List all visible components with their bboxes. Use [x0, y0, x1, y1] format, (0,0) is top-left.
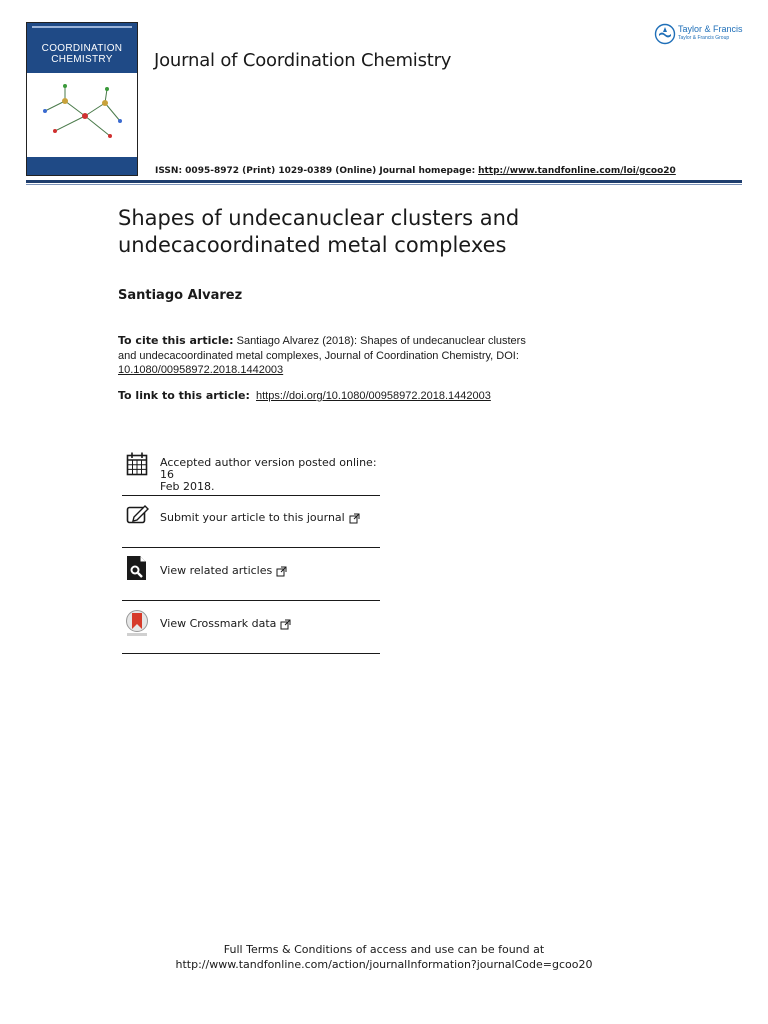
citation-text-line1: Santiago Alvarez (2018): Shapes of undecanuclear clusters	[236, 335, 526, 347]
citation-doi-link[interactable]: 10.1080/00958972.2018.1442003	[118, 364, 284, 376]
article-link-label: To link to this article:	[118, 389, 250, 402]
publisher-logo[interactable]	[654, 22, 754, 46]
journal-cover-image	[26, 22, 138, 176]
article-author[interactable]: Santiago Alvarez	[118, 288, 243, 303]
citation-text-line2: and undecacoordinated metal complexes, Journal of Coordination Chemistry, DOI:	[118, 349, 519, 362]
crossmark-row[interactable]	[122, 608, 380, 652]
related-articles-row[interactable]	[122, 555, 380, 599]
calendar-icon	[126, 452, 148, 476]
journal-homepage-link[interactable]: http://www.tandfonline.com/loi/gcoo20	[478, 166, 676, 176]
edit-icon	[126, 504, 150, 526]
footer-terms	[0, 942, 768, 972]
footer-terms-link[interactable]: http://www.tandfonline.com/action/journalInformation?journalCode=gcoo20	[175, 958, 593, 971]
panel-divider	[122, 547, 380, 548]
cover-header	[27, 23, 137, 73]
external-link-icon	[276, 566, 287, 577]
article-doi-url-link[interactable]: https://doi.org/10.1080/00958972.2018.1442003	[255, 390, 491, 402]
crossmark-icon	[124, 609, 150, 639]
article-title-line2: undecacoordinated metal complexes	[118, 233, 507, 257]
external-link-icon	[349, 513, 360, 524]
cover-journal-name-line1: COORDINATION	[41, 43, 123, 54]
journal-title[interactable]: Journal of Coordination Chemistry	[154, 50, 452, 71]
cover-footer-bar	[27, 157, 137, 175]
citation-label: To cite this article:	[118, 334, 234, 347]
article-title-line1: Shapes of undecanuclear clusters and	[118, 206, 520, 230]
crossmark-label: View Crossmark data	[160, 617, 277, 630]
article-link-block	[118, 389, 491, 402]
submit-article-row[interactable]	[122, 502, 380, 546]
issn-text: ISSN: 0095-8972 (Print) 1029-0389 (Online) Journal homepage:	[155, 166, 476, 176]
accepted-date-line1: Accepted author version posted online: 16	[160, 456, 377, 481]
issn-line	[155, 166, 676, 176]
cover-molecule-illustration	[35, 81, 129, 151]
publisher-subname: Taylor & Francis Group	[678, 35, 730, 41]
accepted-date-line2: Feb 2018.	[160, 480, 215, 493]
cover-journal-name-line2: CHEMISTRY	[51, 54, 113, 65]
panel-divider	[122, 495, 380, 496]
submit-article-label: Submit your article to this journal	[160, 511, 345, 524]
publisher-name: Taylor & Francis	[678, 24, 743, 34]
related-articles-label: View related articles	[160, 564, 273, 577]
footer-line1: Full Terms & Conditions of access and use can be found at	[223, 943, 545, 956]
accepted-date-row	[122, 450, 380, 492]
article-title	[118, 205, 678, 259]
header-divider	[26, 180, 742, 183]
external-link-icon	[280, 619, 291, 630]
citation-block	[118, 334, 568, 378]
panel-divider	[122, 600, 380, 601]
panel-divider	[122, 653, 380, 654]
header-divider-thin	[26, 184, 742, 185]
related-search-icon	[126, 555, 148, 581]
publisher-logo-icon	[654, 23, 676, 45]
